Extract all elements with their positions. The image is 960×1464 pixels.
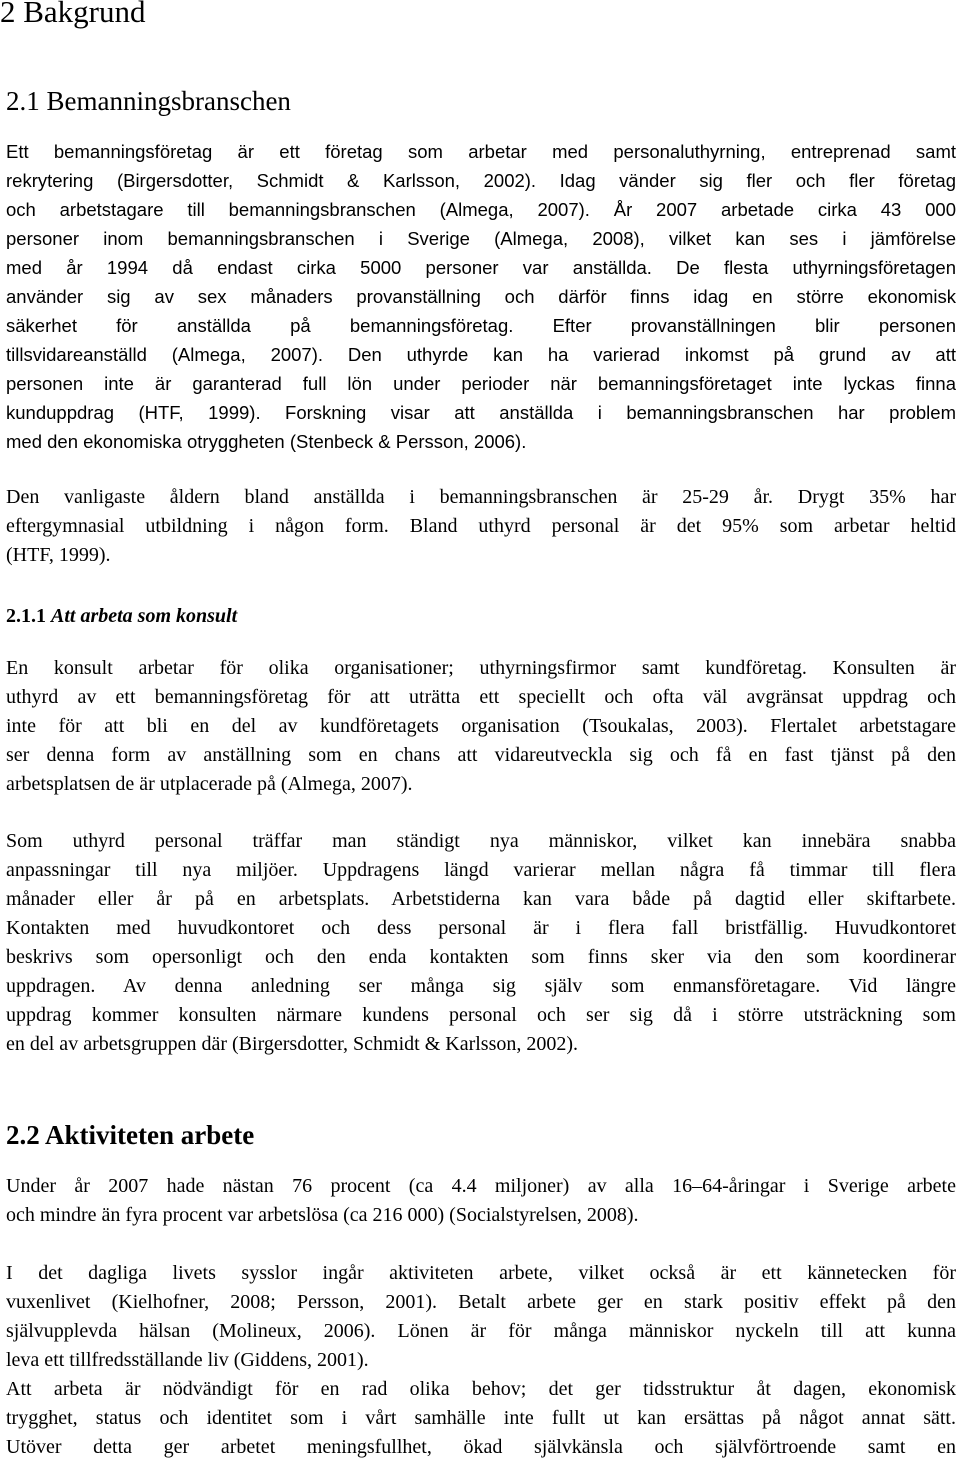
text-line: Att arbeta är nödvändigt för en rad olika behov; det ger tidsstruktur åt dagen, ekonomisk [6,1378,956,1400]
text-line: vuxenlivet (Kielhofner, 2008; Persson, 2001). Betalt arbete ger en stark positiv effekt på den [6,1291,956,1313]
text-line: med år 1994 då endast cirka 5000 personer var anställda. De flesta uthyrningsföretagen [6,257,956,278]
text-line: uppdragen. Av denna anledning ser många sig själv som enmansföretagare. Vid längre [6,975,956,997]
text-line: och mindre än fyra procent var arbetslösa (ca 216 000) (Socialstyrelsen, 2008). [6,1204,639,1226]
text-line: kunduppdrag (HTF, 1999). Forskning visar att anställda i bemanningsbranschen har problem [6,402,956,423]
paragraph-2-2-a [6,1172,956,1230]
text-line: Utöver detta ger arbetet meningsfullhet, ökad självkänsla och självförtroende samt en [6,1436,956,1458]
chapter-heading: 2 Bakgrund [0,0,146,29]
subsection-title: Att arbeta som konsult [51,605,238,627]
subsection-heading-2-1-1 [6,605,237,628]
subsection-number: 2.1.1 [6,605,46,627]
paragraph-2-2-b [6,1259,956,1462]
text-line: ser denna form av anställning som en chans att vidareutveckla sig och få en fast tjänst på den [6,744,956,766]
text-line: beskrivs som opersonligt och den enda kontakten som finns sker via den som koordinerar [6,946,956,968]
text-line: med den ekonomiska otryggheten (Stenbeck & Persson, 2006). [6,431,527,452]
text-line: personen inte är garanterad full lön under perioder när bemanningsföretaget inte lyckas finna [6,373,956,394]
text-line: uthyrd av ett bemanningsföretag för att uträtta ett speciellt och ofta väl avgränsat uppdrag och [6,686,956,708]
text-line: (HTF, 1999). [6,544,111,566]
text-line: personer inom bemanningsbranschen i Sverige (Almega, 2008), vilket kan ses i jämförelse [6,228,956,249]
text-line: rekrytering (Birgersdotter, Schmidt & Karlsson, 2002). Idag vänder sig fler och fler företag [6,170,956,191]
text-line: en del av arbetsgruppen där (Birgersdotter, Schmidt & Karlsson, 2002). [6,1033,579,1055]
text-line: säkerhet för anställda på bemanningsföretag. Efter provanställningen blir personen [6,315,956,336]
text-line: självupplevda hälsan (Molineux, 2006). Lönen är för många människor nyckeln till att kunna [6,1320,956,1342]
text-line: använder sig av sex månaders provanställning och därför finns idag en större ekonomisk [6,286,956,307]
paragraph-2-1-a [6,137,956,456]
text-line: arbetsplatsen de är utplacerade på (Almega, 2007). [6,773,413,795]
text-line: Som uthyrd personal träffar man ständigt nya människor, vilket kan innebära snabba [6,830,956,852]
text-line: eftergymnasial utbildning i någon form. Bland uthyrd personal är det 95% som arbetar heltid [6,515,956,537]
text-line: månader eller år på en arbetsplats. Arbetstiderna kan vara både på dagtid eller skiftarbete. [6,888,956,910]
section-heading-2-1: 2.1 Bemanningsbranschen [6,86,291,116]
text-line: Under år 2007 hade nästan 76 procent (ca 4.4 miljoner) av alla 16–64-åringar i Sverige arbete [6,1175,956,1197]
text-line: och arbetstagare till bemanningsbranschen (Almega, 2007). År 2007 arbetade cirka 43 000 [6,199,956,220]
text-line: Kontakten med huvudkontoret och dess personal är i flera fall bristfällig. Huvudkontoret [6,917,956,939]
text-line: Ett bemanningsföretag är ett företag som arbetar med personaluthyrning, entreprenad samt [6,141,956,162]
paragraph-2-1-b [6,483,956,570]
text-line: En konsult arbetar för olika organisationer; uthyrningsfirmor samt kundföretag. Konsulten är [6,657,956,679]
text-line: tillsvidareanställd (Almega, 2007). Den uthyrde kan ha varierad inkomst på grund av att [6,344,956,365]
section-heading-2-2: 2.2 Aktiviteten arbete [6,1120,255,1150]
text-line: uppdrag kommer konsulten närmare kundens personal och ser sig då i större utsträckning som [6,1004,956,1026]
paragraph-2-1-1-b [6,827,956,1059]
paragraph-2-1-1-a [6,654,956,799]
text-line: anpassningar till nya miljöer. Uppdragens längd varierar mellan några få timmar till flera [6,859,956,881]
text-line: inte för att bli en del av kundföretagets organisation (Tsoukalas, 2003). Flertalet arbetstagare [6,715,956,737]
text-line: Den vanligaste åldern bland anställda i bemanningsbranschen är 25-29 år. Drygt 35% har [6,486,956,508]
text-line: leva ett tillfredsställande liv (Giddens, 2001). [6,1349,369,1371]
text-line: I det dagliga livets sysslor ingår aktiviteten arbete, vilket också är ett kännetecken för [6,1262,956,1284]
text-line: trygghet, status och identitet som i vårt samhälle inte fullt ut kan ersättas på något annat sätt. [6,1407,956,1429]
